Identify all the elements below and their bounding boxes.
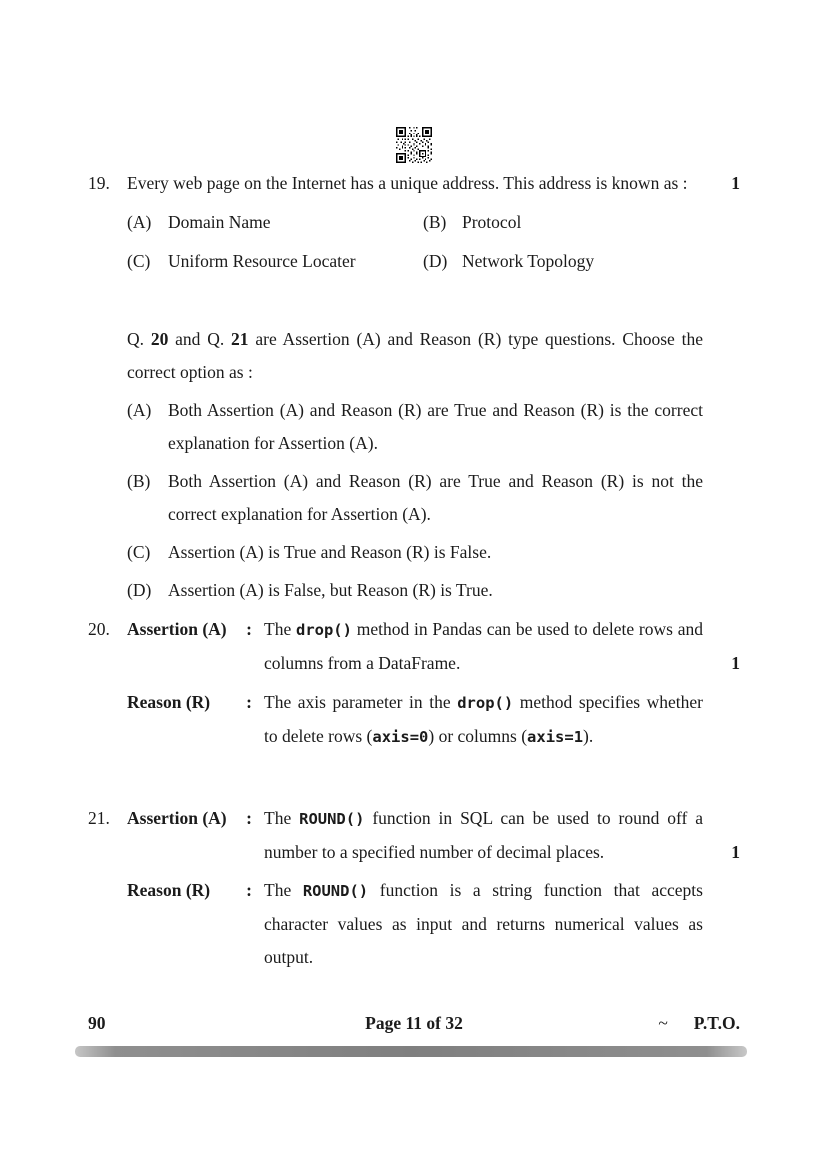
colon: : [246,692,252,712]
question-19-options [127,206,740,278]
q20-assertion [127,613,740,680]
option-label: (C) [127,542,151,562]
option-label: (C) [127,251,151,271]
assertion-label: Assertion (A) : [127,802,264,869]
option-text: Uniform Resource Locater [168,251,356,271]
option-text: Assertion (A) is False, but Reason (R) is True. [168,580,493,600]
question-19-number: 19. [88,173,110,193]
question-21-number: 21. [88,808,110,828]
footer-paper-code: 90 [88,1013,106,1033]
assertion-option-d [127,574,740,607]
question-21 [88,802,740,974]
assertion-option-a [127,394,740,460]
question-19 [88,167,740,200]
reason-label: Reason (R) : [127,874,264,974]
reason-label: Reason (R) : [127,686,264,754]
question-20 [88,613,740,754]
option-label: (D) [127,580,152,600]
qr-code-wrapper [88,0,740,163]
option-label: (D) [423,251,448,271]
q19-option-a [127,206,423,239]
option-label: (A) [127,212,152,232]
question-21-marks: 1 [731,842,740,862]
option-label: (B) [127,471,151,491]
q19-option-c [127,245,423,278]
q20-reason-text: The axis parameter in the drop() method specifies whether to delete rows (axis=0) or columns (axis=1). [264,692,703,746]
q21-reason-text: The ROUND() function is a string function that accepts character values as input and returns numerical values as output. [264,880,703,967]
question-19-marks: 1 [731,173,740,193]
question-20-marks: 1 [731,653,740,673]
page-footer [88,1013,740,1039]
footer-right-group [658,1013,740,1034]
qr-code-icon [396,127,432,163]
assertion-instruction-text: Q. 20 and Q. 21 are Assertion (A) and Reason (R) type questions. Choose the correct option as : [127,329,704,382]
option-text: Domain Name [168,212,271,232]
footer-pto: P.T.O. [693,1013,740,1033]
option-text: Protocol [462,212,522,232]
colon: : [246,808,252,828]
q19-option-b [423,206,740,239]
q21-assertion [127,802,740,869]
option-label: (B) [423,212,447,232]
assertion-option-c [127,536,740,569]
q20-assertion-text: The drop() method in Pandas can be used to delete rows and columns from a DataFrame. [264,619,703,673]
q21-assertion-text: The ROUND() function in SQL can be used to round off a number to a specified number of decimal places. [264,808,703,862]
colon: : [246,619,252,639]
assertion-label: Assertion (A) : [127,613,264,680]
q21-reason [127,874,740,974]
assertion-instruction [88,323,740,389]
q20-reason [127,686,740,754]
assertion-option-b [127,465,740,531]
option-text: Both Assertion (A) and Reason (R) are True and Reason (R) is not the correct explanation for Assertion (A). [168,471,703,524]
colon: : [246,880,252,900]
q19-option-d [423,245,740,278]
assertion-options [88,394,740,607]
scan-artifact-bar [75,1046,747,1057]
question-20-number: 20. [88,619,110,639]
footer-page-number: Page 11 of 32 [365,1013,463,1033]
option-text: Assertion (A) is True and Reason (R) is False. [168,542,492,562]
option-text: Network Topology [462,251,595,271]
option-label: (A) [127,400,152,420]
footer-tilde: ~ [658,1013,668,1033]
question-19-text: Every web page on the Internet has a unique address. This address is known as : [127,173,688,193]
option-text: Both Assertion (A) and Reason (R) are True and Reason (R) is the correct explanation for Assertion (A). [168,400,703,453]
